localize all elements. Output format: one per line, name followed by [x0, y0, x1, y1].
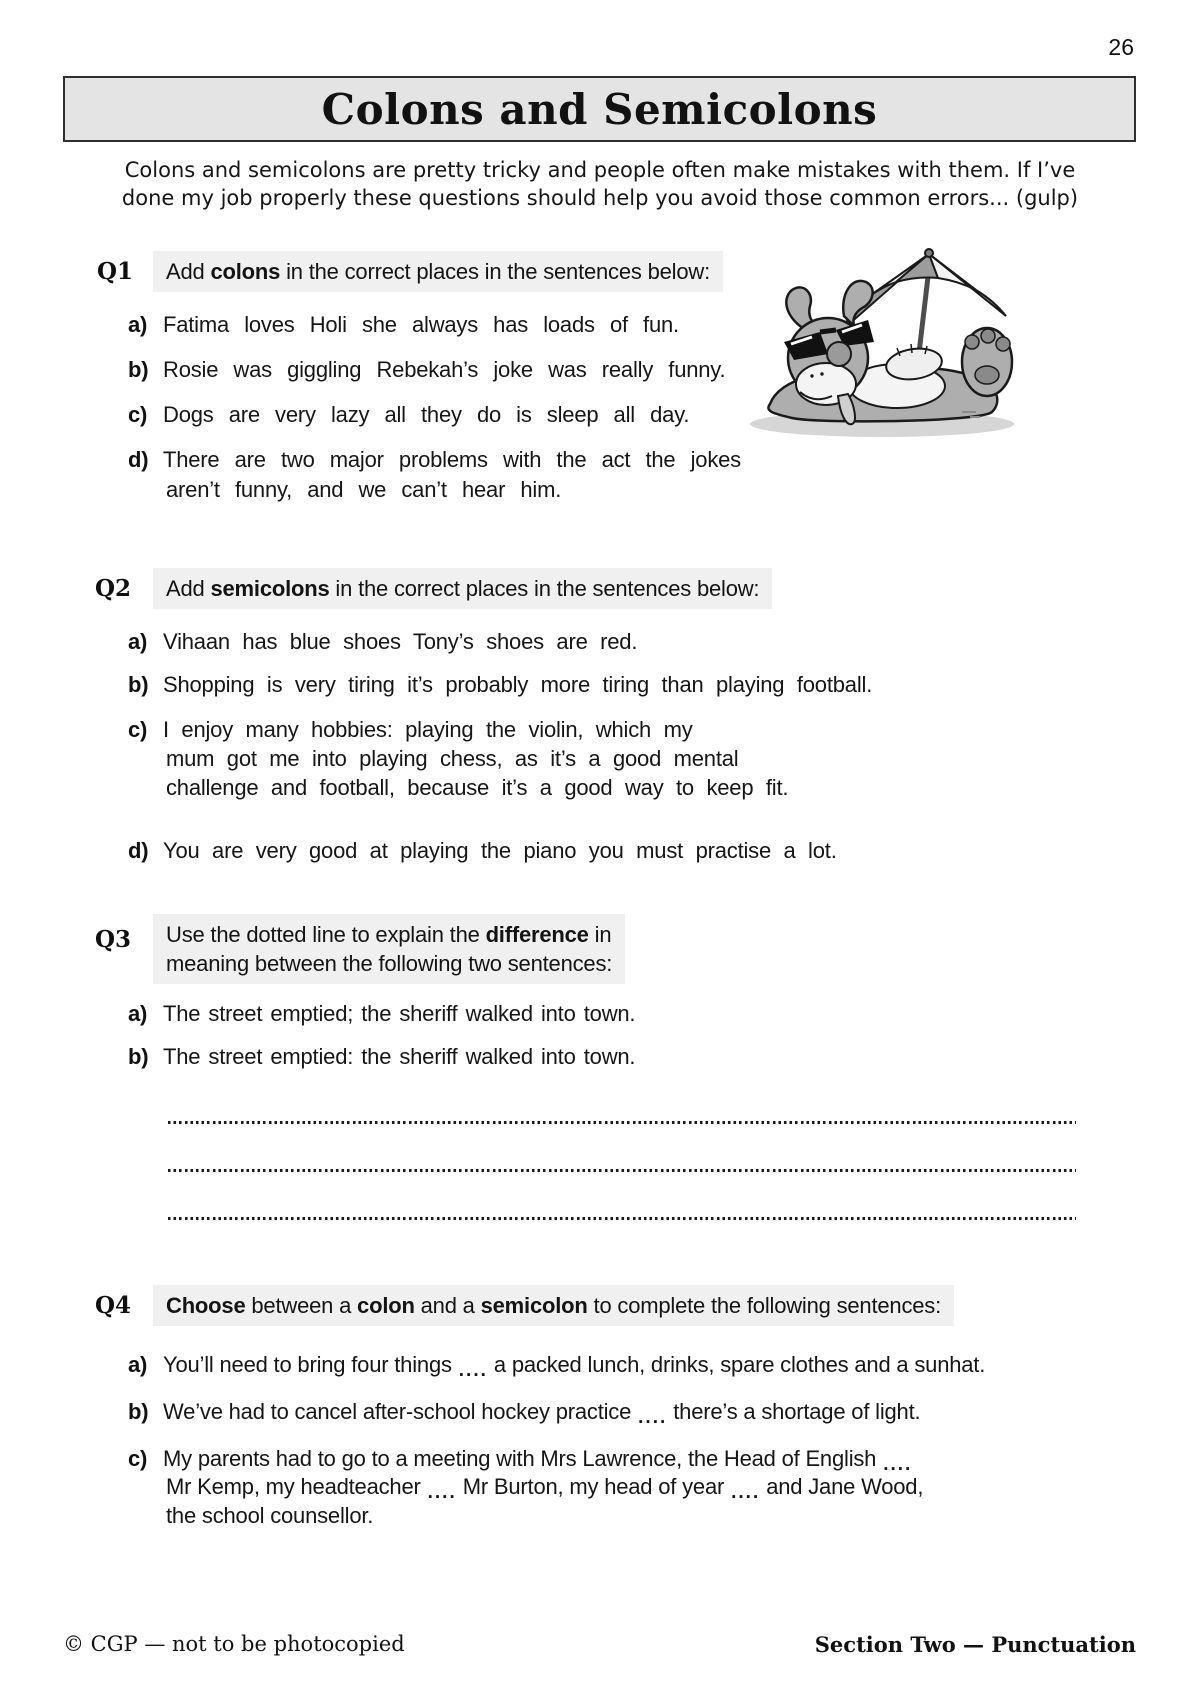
q4-item-b-text: We’ve had to cancel after-school hockey practice .... there’s a shortage of light.: [163, 1399, 921, 1428]
question-2-prompt: Add semicolons in the correct places in the sentences below:: [153, 568, 772, 609]
q2-item-c-text-line2: mum got me into playing chess, as it’s a good mental: [166, 746, 739, 771]
q1-item-a-text: Fatima loves Holi she always has loads of fun.: [163, 312, 679, 337]
q2-item-c-label: c): [128, 717, 148, 742]
q3-item-b-label: b): [128, 1044, 149, 1069]
page-number: 26: [1108, 34, 1134, 60]
q4-item-c-text-line3: the school counsellor.: [166, 1503, 374, 1528]
question-3-prompt: [153, 914, 625, 984]
q2-item-c-text-line1: I enjoy many hobbies: playing the violin, which my: [163, 717, 693, 742]
q1-item-d-text-line2: aren’t funny, and we can’t hear him.: [166, 477, 562, 502]
answer-gap-dots[interactable]: ....: [427, 1482, 457, 1503]
title-box: [63, 76, 1136, 142]
q3-prompt-line2: meaning between the following two sentences:: [166, 951, 613, 976]
q2-item-c-text-line3: challenge and football, because it’s a good way to keep fit.: [166, 775, 789, 800]
q1-item-a-label: a): [128, 312, 148, 337]
question-1-label: Q1: [97, 258, 134, 285]
q1-item-c-label: c): [128, 402, 148, 427]
answer-line-2[interactable]: [168, 1169, 1076, 1172]
intro-line-2: done my job properly these questions should help you avoid those common errors... (gulp): [121, 186, 1079, 210]
question-4-prompt: Choose between a colon and a semicolon to complete the following sentences:: [153, 1285, 954, 1326]
q1-item-d-label: d): [128, 447, 149, 472]
q3-item-b-text: The street emptied: the sheriff walked into town.: [163, 1044, 636, 1069]
page-title: Colons and Semicolons: [321, 84, 878, 134]
q4-item-c-label: c): [128, 1446, 148, 1471]
answer-gap-dots[interactable]: ....: [638, 1407, 668, 1428]
question-2-label: Q2: [95, 575, 132, 602]
dog-nose: [827, 342, 851, 366]
q3-item-a-text: The street emptied; the sheriff walked into town.: [163, 1001, 636, 1026]
q4-item-a-text: You’ll need to bring four things .... a packed lunch, drinks, spare clothes and a sunhat.: [163, 1352, 986, 1381]
intro-line-1: Colons and semicolons are pretty tricky and people often make mistakes with them. If I’ve: [124, 158, 1076, 182]
answer-line-1[interactable]: [168, 1121, 1076, 1124]
q4-item-b-label: b): [128, 1399, 149, 1424]
q2-item-b-text: Shopping is very tiring it’s probably more tiring than playing football.: [163, 672, 873, 697]
q3-prompt-line1: Use the dotted line to explain the difference in: [166, 922, 612, 947]
q4-item-c-text-line1: My parents had to go to a meeting with Mrs Lawrence, the Head of English ....: [163, 1446, 913, 1475]
q4-item-c-text-line2: Mr Kemp, my headteacher .... Mr Burton, my head of year .... and Jane Wood,: [166, 1474, 924, 1503]
q2-item-b-label: b): [128, 672, 149, 697]
answer-gap-dots[interactable]: ....: [883, 1454, 913, 1475]
question-3-label: Q3: [95, 926, 132, 953]
q2-item-a-text: Vihaan has blue shoes Tony’s shoes are red.: [163, 629, 638, 654]
q1-item-d-text-line1: There are two major problems with the act the jokes: [163, 447, 741, 472]
q2-item-d-text: You are very good at playing the piano you must practise a lot.: [163, 838, 837, 863]
dog-beach-umbrella-illustration: [740, 244, 1016, 442]
answer-gap-dots[interactable]: ....: [458, 1360, 488, 1381]
q3-item-a-label: a): [128, 1001, 148, 1026]
q2-item-a-label: a): [128, 629, 148, 654]
q1-item-c-text: Dogs are very lazy all they do is sleep all day.: [163, 402, 690, 427]
q1-item-b-label: b): [128, 357, 149, 382]
q2-item-d-label: d): [128, 838, 149, 863]
answer-line-3[interactable]: [168, 1217, 1076, 1220]
footer-copyright: © CGP — not to be photocopied: [63, 1632, 405, 1656]
dog-hind-paw: [962, 328, 1012, 396]
answer-gap-dots[interactable]: ....: [731, 1482, 761, 1503]
q4-item-a-label: a): [128, 1352, 148, 1377]
intro-text: [60, 156, 1140, 212]
question-4-label: Q4: [95, 1292, 132, 1319]
question-1-prompt: Add colons in the correct places in the sentences below:: [153, 251, 723, 292]
dog-ear-right: [843, 281, 872, 326]
footer-section: Section Two — Punctuation: [814, 1632, 1136, 1657]
q1-item-b-text: Rosie was giggling Rebekah’s joke was really funny.: [163, 357, 726, 382]
